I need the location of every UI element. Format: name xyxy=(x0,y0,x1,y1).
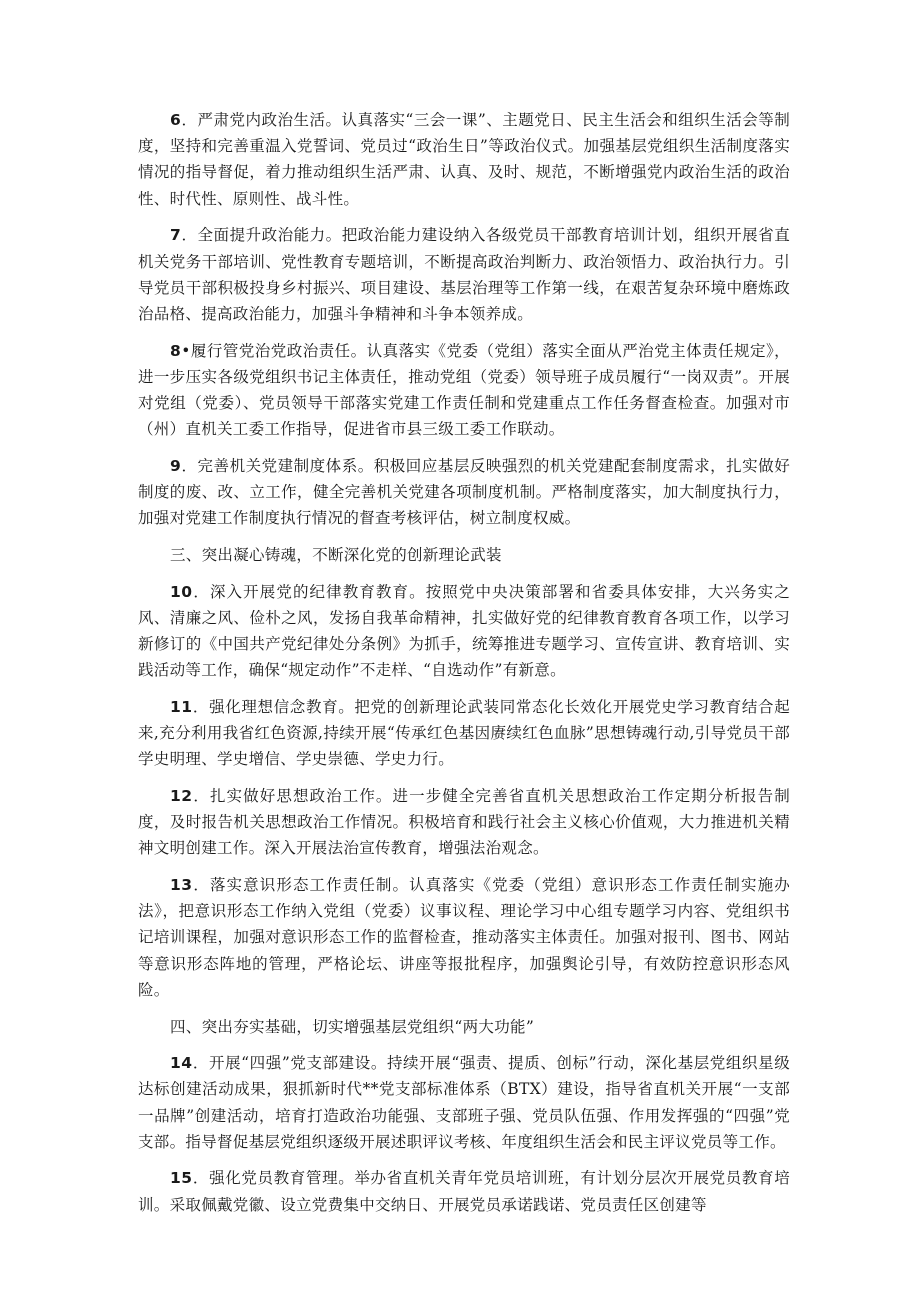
paragraph xyxy=(138,1050,790,1155)
paragraph-text: •履行管党治党政治责任。认真落实《党委（党组）落实全面从严治党主体责任规定》，进一步压实各级党组织书记主体责任，推动党组（党委）领导班子成员履行“一岗双责”。开展对党组（党委）、党员领导干部落实党建工作责任制和党建重点工作任务督查检查。加强对市（州）直机关工委工作指导，促进省市县三级工委工作联动。 xyxy=(138,341,790,439)
paragraph-number: 14 xyxy=(170,1054,193,1073)
paragraph xyxy=(138,783,790,862)
paragraph-text: ．深入开展党的纪律教育教育。按照党中央决策部署和省委具体安排，大兴务实之风、清廉之风、俭朴之风，发扬自我革命精神，扎实做好党的纪律教育教育各项工作，以学习新修订的《中国共产党纪律处分条例》为抓手，统筹推进专题学习、宣传宣讲、教育培训、实践活动等工作，确保“规定动作”不走样、“自选动作”有新意。 xyxy=(138,582,790,680)
paragraph-text: 四、突出夯实基础，切实增强基层党组织“两大功能” xyxy=(170,1017,535,1036)
paragraph xyxy=(138,222,790,327)
paragraph-number: 10 xyxy=(170,582,193,601)
paragraph-text: ．全面提升政治能力。把政治能力建设纳入各级党员干部教育培训计划，组织开展省直机关党务干部培训、党性教育专题培训，不断提高政治判断力、政治领悟力、政治执行力。引导党员干部积极投身乡村振兴、项目建设、基层治理等工作第一线，在艰苦复杂环境中磨炼政治品格、提高政治能力，加强斗争精神和斗争本领养成。 xyxy=(138,226,790,323)
paragraph xyxy=(138,1165,790,1217)
paragraph-number: 6 xyxy=(170,111,182,129)
paragraph-number: 11 xyxy=(170,697,193,716)
document-page xyxy=(138,107,790,1228)
section-heading xyxy=(138,1014,790,1040)
paragraph xyxy=(138,579,790,684)
paragraph-number: 15 xyxy=(170,1169,193,1188)
paragraph xyxy=(138,107,790,212)
paragraph-text: ．强化党员教育管理。举办省直机关青年党员培训班，有计划分层次开展党员教育培训。采取佩戴党徽、设立党费集中交纳日、开展党员承诺践诺、党员责任区创建等 xyxy=(138,1169,790,1214)
paragraph-number: 12 xyxy=(170,786,193,805)
paragraph-text: ．完善机关党建制度体系。积极回应基层反映强烈的机关党建配套制度需求，扎实做好制度的废、改、立工作，健全完善机关党建各项制度机制。严格制度落实，加大制度执行力，加强对党建工作制度执行情况的督查考核评估，树立制度权威。 xyxy=(138,456,790,528)
paragraph xyxy=(138,453,790,532)
paragraph-text: ．落实意识形态工作责任制。认真落实《党委（党组）意识形态工作责任制实施办法》，把意识形态工作纳入党组（党委）议事议程、理论学习中心组专题学习内容、党组织书记培训课程，加强对意识形态工作的监督检查，推动落实主体责任。加强对报刊、图书、网站等意识形态阵地的管理，严格论坛、讲座等报批程序，加强舆论引导，有效防控意识形态风险。 xyxy=(138,876,790,999)
paragraph xyxy=(138,338,790,443)
paragraph-number: 7 xyxy=(170,226,182,245)
paragraph-text: 三、突出凝心铸魂，不断深化党的创新理论武装 xyxy=(170,546,502,565)
paragraph-text: ．严肃党内政治生活。认真落实“三会一课”、主题党日、民主生活会和组织生活会等制度，坚持和完善重温入党誓词、党员过“政治生日”等政治仪式。加强基层党组织生活制度落实情况的指导督促，着力推动组织生活严肃、认真、及时、规范，不断增强党内政治生活的政治性、时代性、原则性、战斗性。 xyxy=(138,111,790,208)
paragraph xyxy=(138,872,790,1003)
section-heading xyxy=(138,542,790,568)
paragraph-number: 13 xyxy=(170,876,193,895)
paragraph xyxy=(138,694,790,773)
paragraph-text: ．扎实做好思想政治工作。进一步健全完善省直机关思想政治工作定期分析报告制度，及时报告机关思想政治工作情况。积极培育和践行社会主义核心价值观，大力推进机关精神文明创建工作。深入开展法治宣传教育，增强法治观念。 xyxy=(138,786,790,858)
paragraph-number: 8 xyxy=(170,341,182,360)
paragraph-text: ．开展“四强”党支部建设。持续开展“强责、提质、创标”行动，深化基层党组织星级达标创建活动成果，狠抓新时代**党支部标准体系（BTX）建设，指导省直机关开展“一支部一品牌”创建活动，培育打造政治功能强、支部班子强、党员队伍强、作用发挥强的“四强”党支部。指导督促基层党组织逐级开展述职评议考核、年度组织生活会和民主评议党员等工作。 xyxy=(138,1054,790,1151)
paragraph-text: ．强化理想信念教育。把党的创新理论武装同常态化长效化开展党史学习教育结合起来,充分利用我省红色资源,持续开展“传承红色基因赓续红色血脉”思想铸魂行动,引导党员干部学史明理、学史增信、学史崇德、学史力行。 xyxy=(138,697,790,769)
paragraph-number: 9 xyxy=(170,456,182,475)
